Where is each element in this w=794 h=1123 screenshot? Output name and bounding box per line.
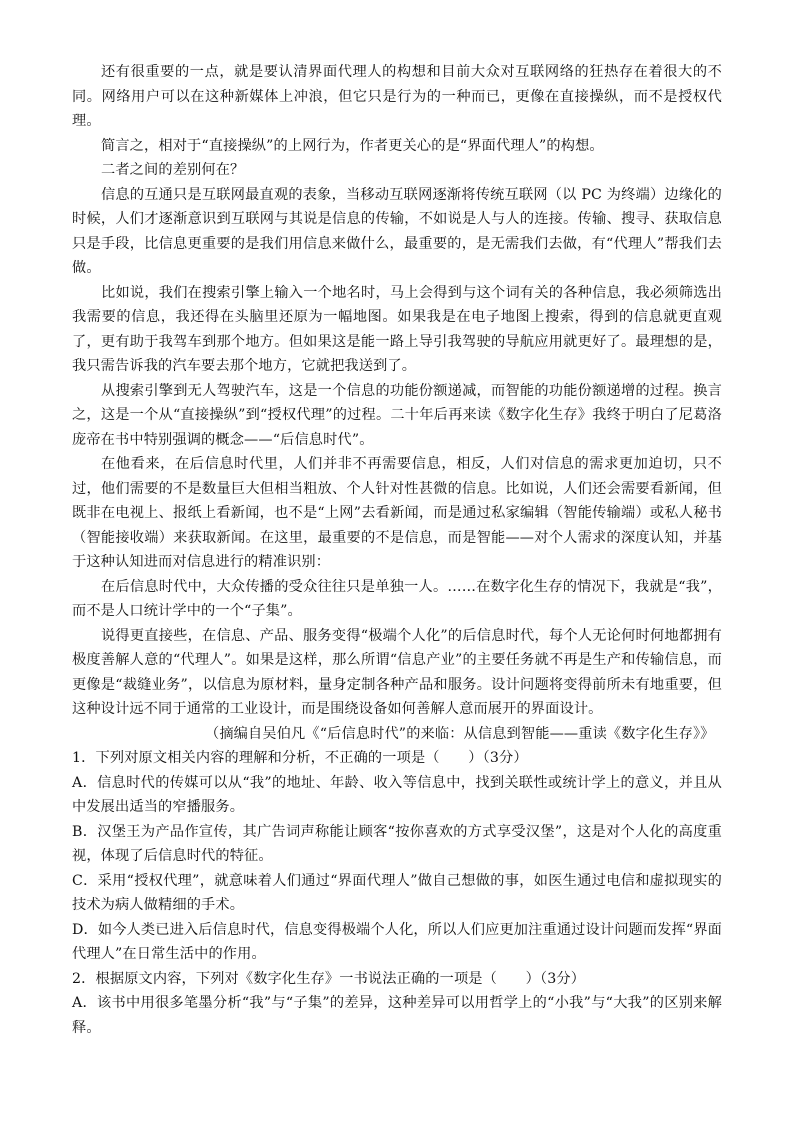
passage-paragraph-9: 说得更直接些，在信息、产品、服务变得“极端个人化”的后信息时代，每个人无论何时何地都拥有极度善解人意的“代理人”。如果是这样，那么所谓“信息产业”的主要任务就不再是生产和传输信息，而更像是“裁缝业务”，以信息为原材料，量身定制各种产品和服务。设计问题将变得前所未有地重要，但这种设计远不同于通常的工业设计，而是围绕设备如何善解人意而展开的界面设计。 — [72, 627, 722, 717]
passage-paragraph-3: 二者之间的差别何在？ — [101, 162, 245, 178]
document-page — [72, 60, 722, 1040]
question-2-stem: 2．根据原文内容，下列对《数字化生存》一书说法正确的一项是（ ）（3分） — [72, 970, 586, 987]
question-1-stem: 1．下列对原文相关内容的理解和分析，不正确的一项是（ ）（3分） — [72, 750, 528, 766]
question-1-option-a: A．信息时代的传媒可以从“我”的地址、年龄、收入等信息中，找到关联性或统计学上的意义，并且从中发展出适当的窄播服务。 — [72, 774, 722, 815]
passage-paragraph-7: 在他看来，在后信息时代里，人们并非不再需要信息，相反，人们对信息的需求更加迫切，只不过，他们需要的不是数量巨大但相当粗放、个人针对性甚微的信息。比如说，人们还会需要看新闻，但既非在电视上、报纸上看新闻，也不是“上网”去看新闻，而是通过私家编辑（智能传输端）或私人秘书（智能接收端）来获取新闻。在这里，最重要的不是信息，而是智能——对个人需求的深度认知，并基于这种认知进而对信息进行的精准识别： — [72, 456, 722, 570]
passage-quote: 在后信息时代中，大众传播的受众往往只是单独一人。……在数字化生存的情况下，我就是“我”，而不是人口统计学中的一个“子集”。 — [72, 578, 722, 619]
passage-paragraph-1: 还有很重要的一点，就是要认清界面代理人的构想和目前大众对互联网络的狂热存在着很大的不同。网络用户可以在这种新媒体上冲浪，但它只是行为的一种而已，更像在直接操纵，而不是授权代理。 — [72, 64, 722, 129]
passage-paragraph-6: 从搜索引擎到无人驾驶汽车，这是一个信息的功能份额递减，而智能的功能份额递增的过程。换言之，这是一个从“直接操纵”到“授权代理”的过程。二十年后再来读《数字化生存》我终于明白了尼葛洛庞帝在书中特别强调的概念——“后信息时代”。 — [72, 382, 722, 448]
question-1-option-b: B．汉堡王为产品作宣传，其广告词声称能让顾客“按你喜欢的方式享受汉堡”，这是对个人化的高度重视，体现了后信息时代的特征。 — [72, 823, 722, 864]
passage-paragraph-2: 简言之，相对于“直接操纵”的上网行为，作者更关心的是“界面代理人”的构想。 — [101, 137, 604, 154]
passage-paragraph-5: 比如说，我们在搜索引擎上输入一个地名时，马上会得到与这个词有关的各种信息，我必须筛选出我需要的信息，我还得在头脑里还原为一幅地图。如果我是在电子地图上搜索，得到的信息就更直观了，更有助于我驾车到那个地方。但如果这是能一路上导引我驾驶的导航应用就更好了。最理想的是，我只需告诉我的汽车要去那个地方，它就把我送到了。 — [72, 284, 722, 374]
question-1-option-d: D．如今人类已进入后信息时代，信息变得极端个人化，所以人们应更加注重通过设计问题而发挥“界面代理人”在日常生活中的作用。 — [72, 921, 722, 962]
passage-source: （摘编自吴伯凡《“后信息时代”的来临：从信息到智能——重读《数字化生存》》 — [205, 725, 715, 742]
question-2-option-a: A．该书中用很多笔墨分析“我”与“子集”的差异，这种差异可以用哲学上的“小我”与“大我”的区别来解释。 — [72, 995, 722, 1036]
question-1-option-c: C．采用“授权代理”，就意味着人们通过“界面代理人”做自己想做的事，如医生通过电信和虚拟现实的技术为病人做精细的手术。 — [72, 872, 722, 913]
passage-paragraph-4: 信息的互通只是互联网最直观的表象，当移动互联网逐渐将传统互联网（以 PC 为终端）边缘化的时候，人们才逐渐意识到互联网与其说是信息的传输，不如说是人与人的连接。传输、搜寻、获取信息只是手段，比信息更重要的是我们用信息来做什么，最重要的，是无需我们去做，有“代理人”帮我们去做。 — [72, 186, 722, 276]
